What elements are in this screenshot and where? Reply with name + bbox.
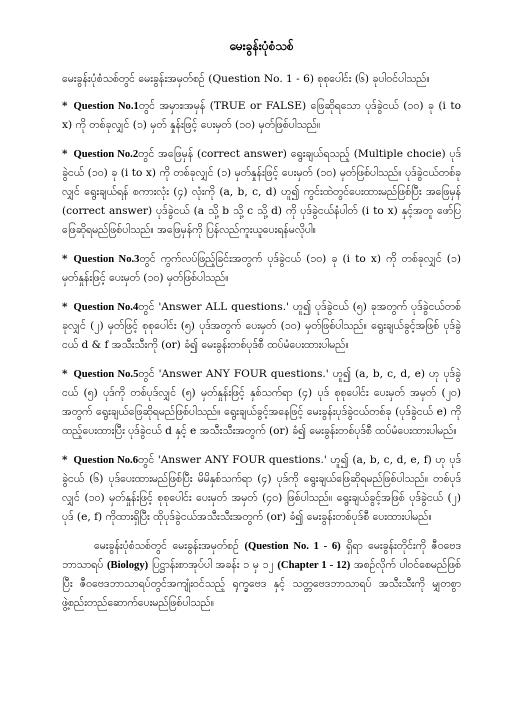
question-description: တွင် 'Answer ANY FOUR questions.' ဟူ၍ (a, b, c, d, e, f) ဟု ပုဒ်ခွဲငယ် (၆) ပုဒ်ပေးထားမည်ဖြစ်ပြီး မိမိနှစ်သက်ရာ (၄) ပုဒ်ကို ရွေးချယ်ဖြေဆိုရမည်ဖြစ်ပါသည်။ တစ်ပုဒ်လျှင် (၁၀) မှတ်နှုန်းဖြင့် စုစုပေါင်း ပေးမှတ် အမှတ် (၄၀) ဖြစ်ပါသည်။ ရွေးချယ်ခွင့်အဖြစ် ပုဒ်ခွဲငယ် (၂) ပုဒ် (e, f) ကိုထားရှိပြီး ထိုပုဒ်ခွဲငယ်အသီးသီးအတွက် (or) ခံ၍ မေးခွန်းတစ်ပုဒ်စီ ပေးထားပါမည်။ bbox=[62, 454, 461, 523]
question-2-paragraph bbox=[62, 145, 461, 240]
closing-chapter-range: (Chapter 1 - 12) bbox=[277, 560, 351, 571]
bullet-star-icon: * bbox=[62, 368, 68, 380]
bullet-star-icon: * bbox=[62, 454, 68, 466]
question-description: တွင် အမှား၊အမှန် (TRUE or FALSE) ဖြေဆိုရသော ပုဒ်ခွဲငယ် (၁၀) ခု (i to x) ကို တစ်ခုလျှင် (၁) မှတ် နှုန်းဖြင့် ပေးမှတ် (၁၀) မှတ်ဖြစ်ပါသည်။ bbox=[62, 100, 461, 131]
bullet-star-icon: * bbox=[62, 100, 68, 112]
bullet-star-icon: * bbox=[62, 253, 68, 265]
question-label: Question No.2 bbox=[73, 149, 139, 160]
closing-text: ရှိရာ မေးခွန်းတိုင်းကို ဇီဝဗေဒဘာသာရပ် bbox=[62, 540, 462, 571]
question-description: တွင် 'Answer ANY FOUR questions.' ဟူ၍ (a, b, c, d, e) ဟု ပုဒ်ခွဲငယ် (၅) ပုဒ်ကို တစ်ပုဒ်လျှင် (၅) မှတ်နှုန်းဖြင့် နှစ်သက်ရာ (၄) ပုဒ် စုစုပေါင်း ပေးမှတ် အမှတ် (၂၀) အတွက် ရွေးချယ်ဖြေဆိုရမည်ဖြစ်ပါသည်။ ရွေးချယ်ခွင့်အနေဖြင့် မေးခွန်းပုဒ်ခွဲငယ်တစ်ခု (ပုဒ်ခွဲငယ် e) ကို ထည့်ပေးထားပြီး ပုဒ်ခွဲငယ် d နှင့် e အသီးသီးအတွက် (or) ခံ၍ မေးခွန်းတစ်ပုဒ်စီ ထပ်မံပေးထားပါမည်။ bbox=[62, 368, 461, 437]
question-label: Question No.4 bbox=[73, 302, 139, 313]
bullet-star-icon: * bbox=[62, 148, 68, 160]
question-3-paragraph bbox=[62, 250, 461, 288]
question-description: တွင် ကွက်လပ်ဖြည့်ခြင်းအတွက် ပုဒ်ခွဲငယ် (၁၀) ခု (i to x) ကို တစ်ခုလျှင် (၁) မှတ်နှုန်းဖြင့် ပေးမှတ် (၁၀) မှတ်ဖြစ်ပါသည်။ bbox=[62, 253, 461, 284]
closing-subject: (Biology) bbox=[106, 560, 149, 571]
question-label: Question No.6 bbox=[73, 455, 138, 466]
closing-text: အစဉ်လိုက် ပါဝင်စေမည်ဖြစ်ပြီး ဇီဝဗေဒဘာသာရပ်တွင်အကျုံးဝင်သည့် ရုက္ခဗေဒ နှင့် သတ္တဗေဒဘာသာရပ် အသီးသီးကို မျှတစွာ ဖွဲ့စည်းတည်ဆောက်ပေးမည်ဖြစ်ပါသည်။ bbox=[62, 559, 461, 609]
question-label: Question No.3 bbox=[73, 254, 140, 265]
question-description: တွင် အဖြေမှန် (correct answer) ရွေးချယ်ရသည့် (Multiple chocie) ပုဒ်ခွဲငယ် (၁၀) ခု (i to x) ကို တစ်ခုလျှင် (၁) မှတ်နှုန်းဖြင့် ပေးမှတ် (၁၀) မှတ်ဖြစ်ပါသည်။ ပုဒ်ခွဲငယ်တစ်ခုလျှင် ရွေးချယ်ရန် စကားလုံး (၄) လုံးကို (a, b, c, d) ဟူ၍ ကွင်းထဲတွင်ပေးထားမည်ဖြစ်ပြီး အဖြေမှန် (correct answer) ပုဒ်ခွဲငယ် (a သို့ b သို့ c သို့ d) ကို ပုဒ်ခွဲငယ်နံပါတ် (i to x) နှင့်အတူ ဖော်ပြဖြေဆိုရမည်ဖြစ်ပါသည်။ အဖြေမှန်ကို ပြန်လည်ကူးယူပေးရန်မလိုပါ။ bbox=[62, 148, 461, 236]
question-5-paragraph bbox=[62, 365, 461, 441]
question-label: Question No.5 bbox=[73, 369, 139, 380]
closing-paragraph bbox=[62, 537, 461, 613]
bullet-star-icon: * bbox=[62, 301, 68, 313]
page-title: မေးခွန်းပုံစံသစ် bbox=[229, 39, 294, 53]
question-6-paragraph bbox=[62, 451, 461, 527]
question-1-paragraph bbox=[62, 97, 461, 135]
closing-question-range: (Question No. 1 - 6) bbox=[244, 541, 341, 552]
question-4-paragraph bbox=[62, 298, 461, 355]
intro-paragraph: မေးခွန်းပုံစံသစ်တွင် မေးခွန်းအမှတ်စဉ် (Question No. 1 - 6) စုစုပေါင်း (၆) ခုပါဝင်ပါသည်။ bbox=[62, 73, 430, 85]
closing-text: ပြဋ္ဌာန်းစာအုပ်ပါ အခန်း ၁ မှ ၁၂ bbox=[148, 559, 278, 571]
closing-text: မေးခွန်းပုံစံသစ်တွင် မေးခွန်းအမှတ်စဉ် bbox=[94, 540, 245, 552]
question-label: Question No.1 bbox=[73, 101, 139, 112]
question-description: တွင် 'Answer ALL questions.' ဟူ၍ ပုဒ်ခွဲငယ် (၅) ခုအတွက် ပုဒ်ခွဲငယ်တစ်ခုလျှင် (၂) မှတ်ဖြင့် စုစုပေါင်း (၅) ပုဒ်အတွက် ပေးမှတ် (၁၀) မှတ်ဖြစ်ပါသည်။ ရွေးချယ်ခွင့်အဖြစ် ပုဒ်ခွဲငယ် d & f အသီးသီးကို (or) ခံ၍ မေးခွန်းတစ်ပုဒ်စီ ထပ်မံပေးထားပါမည်။ bbox=[62, 301, 461, 351]
